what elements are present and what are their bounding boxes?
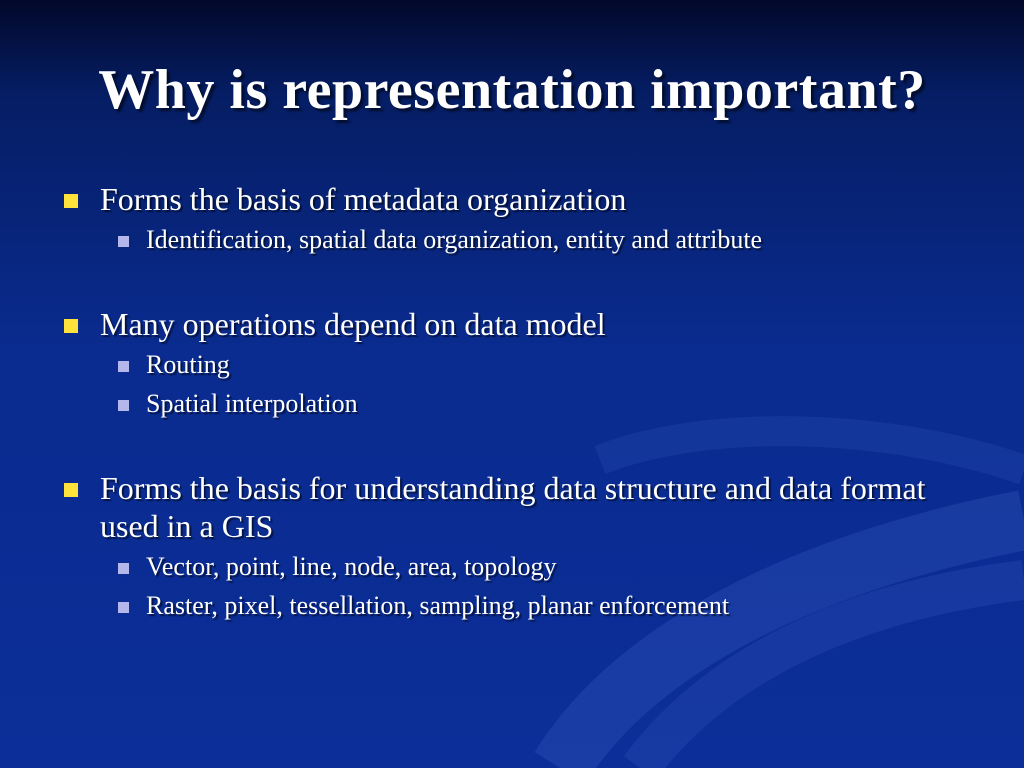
- sub-bullet-text: Spatial interpolation: [146, 389, 358, 418]
- slide-title: Why is representation important?: [98, 59, 926, 121]
- sub-bullet-text: Vector, point, line, node, area, topology: [146, 552, 557, 581]
- bullet-text: Forms the basis of metadata organization: [100, 181, 627, 217]
- square-sub-bullet-icon: [118, 361, 129, 372]
- square-bullet-icon: [64, 319, 78, 333]
- bullet-item: [60, 305, 960, 343]
- sub-bullet-item: [60, 589, 960, 623]
- square-sub-bullet-icon: [118, 400, 129, 411]
- sub-bullet-text: Identification, spatial data organization, entity and attribute: [146, 225, 763, 254]
- bullet-item: [60, 469, 960, 545]
- bullet-text: Many operations depend on data model: [100, 306, 606, 342]
- sub-bullet-text: Routing: [146, 350, 230, 379]
- sub-bullet-item: [60, 348, 960, 382]
- square-sub-bullet-icon: [118, 563, 129, 574]
- square-sub-bullet-icon: [118, 602, 129, 613]
- bullet-list: [60, 180, 960, 623]
- square-bullet-icon: [64, 194, 78, 208]
- sub-bullet-item: [60, 387, 960, 421]
- bullet-item: [60, 180, 960, 218]
- square-bullet-icon: [64, 483, 78, 497]
- sub-bullet-item: [60, 550, 960, 584]
- sub-bullet-item: [60, 223, 960, 257]
- bullet-text: Forms the basis for understanding data structure and data format used in a GIS: [100, 470, 926, 544]
- square-sub-bullet-icon: [118, 236, 129, 247]
- sub-bullet-text: Raster, pixel, tessellation, sampling, planar enforcement: [146, 591, 730, 620]
